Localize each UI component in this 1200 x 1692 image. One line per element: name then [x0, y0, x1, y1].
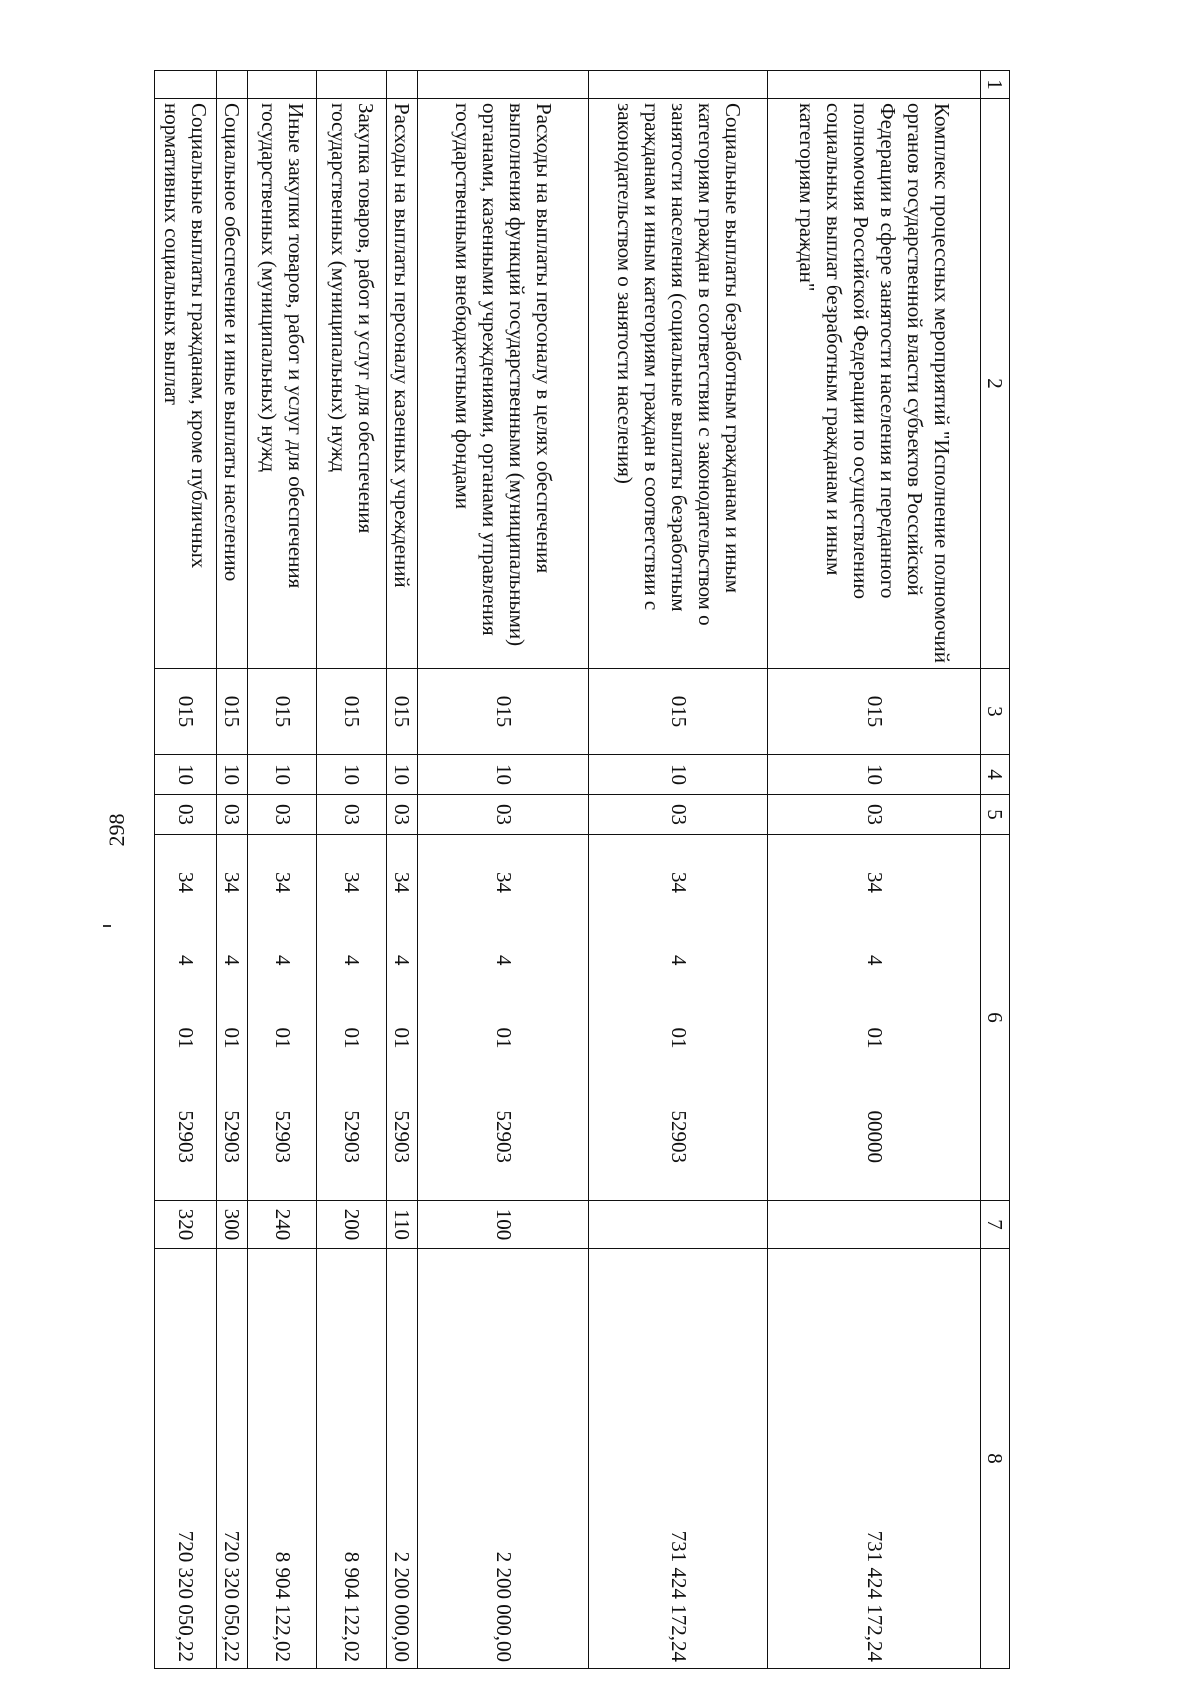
section-code-cell: 10: [216, 755, 247, 795]
expense-type-cell: 320: [155, 1201, 217, 1249]
amount-cell: 8 904 122,02: [247, 1249, 316, 1669]
target-article-part: 01: [340, 1027, 365, 1049]
table-row: [386, 71, 417, 1669]
amount-cell: 8 904 122,02: [317, 1249, 386, 1669]
subsection-code-cell: 03: [768, 795, 981, 835]
target-article-parts: [490, 835, 517, 1200]
table-row: [216, 71, 247, 1669]
section-code-cell: 10: [768, 755, 981, 795]
ministry-code-cell: 015: [216, 669, 247, 755]
target-article-parts: [338, 835, 365, 1200]
expense-type-cell: 110: [386, 1201, 417, 1249]
amount-cell: 731 424 172,24: [589, 1249, 768, 1669]
section-code-cell: 10: [418, 755, 589, 795]
amount-cell: 720 320 050,22: [155, 1249, 217, 1669]
target-article-part: 4: [491, 955, 516, 966]
target-article-cell: [317, 835, 386, 1201]
expense-type-cell: [768, 1201, 981, 1249]
target-article-part: 34: [862, 872, 887, 893]
target-article-part: 4: [390, 955, 415, 966]
target-article-part: 52903: [340, 1110, 365, 1163]
row-number-cell: [216, 71, 247, 99]
target-article-part: 01: [270, 1027, 295, 1049]
expense-type-cell: 100: [418, 1201, 589, 1249]
item-name-cell: Социальные выплаты безработным гражданам и иным категориям граждан в соответствии с законодательством о занятости населения (социальные выплаты безработным гражданам и иным категориям граждан в соответствии с законодательством о занятости населения): [589, 99, 768, 669]
target-article-part: 01: [220, 1027, 245, 1049]
target-article-part: 4: [220, 955, 245, 966]
page-number: 298: [104, 813, 129, 847]
table-body: [155, 71, 981, 1669]
row-number-cell: [589, 71, 768, 99]
target-article-parts: [388, 835, 415, 1200]
target-article-part: 34: [390, 872, 415, 893]
target-article-part: 00000: [862, 1110, 887, 1163]
amount-cell: 720 320 050,22: [216, 1249, 247, 1669]
row-number-cell: [386, 71, 417, 99]
subsection-code-cell: 03: [247, 795, 316, 835]
item-name-cell: Закупка товаров, работ и услуг для обеспечения государственных (муниципальных) нужд: [317, 99, 386, 669]
subsection-code-cell: 03: [216, 795, 247, 835]
expense-type-cell: 240: [247, 1201, 316, 1249]
target-article-part: 34: [666, 872, 691, 893]
ministry-code-cell: 015: [418, 669, 589, 755]
header-row: [981, 71, 1010, 1669]
target-article-cell: [247, 835, 316, 1201]
target-article-part: 34: [173, 872, 198, 893]
rotated-table-container: [154, 70, 1010, 1668]
header-cell: 6: [981, 835, 1010, 1201]
row-number-cell: [155, 71, 217, 99]
target-article-part: 01: [390, 1027, 415, 1049]
target-article-part: 34: [270, 872, 295, 893]
header-cell: 1: [981, 71, 1010, 99]
ministry-code-cell: 015: [386, 669, 417, 755]
item-name-cell: Расходы на выплаты персоналу в целях обеспечения выполнения функций государственными (муниципальными) органами, казенными учреждениями, органами управления государственными внебюджетными фондами: [418, 99, 589, 669]
expense-type-cell: 300: [216, 1201, 247, 1249]
target-article-cell: [386, 835, 417, 1201]
target-article-part: 4: [173, 955, 198, 966]
row-number-cell: [768, 71, 981, 99]
item-name-cell: Социальные выплаты гражданам, кроме публичных нормативных социальных выплат: [155, 99, 217, 669]
row-number-cell: [247, 71, 316, 99]
section-code-cell: 10: [317, 755, 386, 795]
target-article-part: 52903: [666, 1110, 691, 1163]
target-article-part: 52903: [220, 1110, 245, 1163]
target-article-cell: [768, 835, 981, 1201]
target-article-parts: [172, 835, 199, 1200]
target-article-part: 34: [340, 872, 365, 893]
target-article-part: 4: [270, 955, 295, 966]
table-row: [589, 71, 768, 1669]
target-article-part: 34: [491, 872, 516, 893]
target-article-part: 52903: [173, 1110, 198, 1163]
target-article-part: 52903: [491, 1110, 516, 1163]
expense-type-cell: 200: [317, 1201, 386, 1249]
table-row: [155, 71, 217, 1669]
target-article-part: 4: [862, 955, 887, 966]
subsection-code-cell: 03: [386, 795, 417, 835]
row-number-cell: [418, 71, 589, 99]
item-name-cell: Социальное обеспечение и иные выплаты населению: [216, 99, 247, 669]
ministry-code-cell: 015: [589, 669, 768, 755]
expense-type-cell: [589, 1201, 768, 1249]
target-article-part: 34: [220, 872, 245, 893]
target-article-parts: [269, 835, 296, 1200]
amount-cell: 731 424 172,24: [768, 1249, 981, 1669]
target-article-part: 01: [862, 1027, 887, 1049]
header-cell: 2: [981, 99, 1010, 669]
header-cell: 3: [981, 669, 1010, 755]
item-name-cell: Иные закупки товаров, работ и услуг для обеспечения государственных (муниципальных) нужд: [247, 99, 316, 669]
section-code-cell: 10: [386, 755, 417, 795]
table-row: [418, 71, 589, 1669]
amount-cell: 2 200 000,00: [386, 1249, 417, 1669]
budget-table: [154, 70, 1010, 1669]
section-code-cell: 10: [589, 755, 768, 795]
ministry-code-cell: 015: [247, 669, 316, 755]
subsection-code-cell: 03: [317, 795, 386, 835]
section-code-cell: 10: [155, 755, 217, 795]
target-article-cell: [216, 835, 247, 1201]
header-cell: 5: [981, 795, 1010, 835]
row-number-cell: [317, 71, 386, 99]
subsection-code-cell: 03: [155, 795, 217, 835]
ministry-code-cell: 015: [155, 669, 217, 755]
ministry-code-cell: 015: [317, 669, 386, 755]
table-row: [247, 71, 316, 1669]
subsection-code-cell: 03: [418, 795, 589, 835]
header-cell: 8: [981, 1249, 1010, 1669]
target-article-part: 01: [666, 1027, 691, 1049]
target-article-part: 4: [666, 955, 691, 966]
target-article-part: 4: [340, 955, 365, 966]
header-cell: 7: [981, 1201, 1010, 1249]
target-article-part: 52903: [390, 1110, 415, 1163]
target-article-parts: [665, 835, 692, 1200]
table-row: [768, 71, 981, 1669]
item-name-cell: Расходы на выплаты персоналу казенных учреждений: [386, 99, 417, 669]
header-cell: 4: [981, 755, 1010, 795]
target-article-part: 01: [173, 1027, 198, 1049]
target-article-parts: [861, 835, 888, 1200]
section-code-cell: 10: [247, 755, 316, 795]
target-article-part: 01: [491, 1027, 516, 1049]
target-article-cell: [155, 835, 217, 1201]
target-article-part: 52903: [270, 1110, 295, 1163]
amount-cell: 2 200 000,00: [418, 1249, 589, 1669]
subsection-code-cell: 03: [589, 795, 768, 835]
target-article-cell: [589, 835, 768, 1201]
target-article-parts: [218, 835, 245, 1200]
ministry-code-cell: 015: [768, 669, 981, 755]
item-name-cell: Комплекс процессных мероприятий "Исполнение полномочий органов государственной власти субъектов Российской Федерации в сфере занятости населения и переданного полномочия Российской Федерации по осуществлению социальных выплат безработным гражданам и иным категориям граждан": [768, 99, 981, 669]
target-article-cell: [418, 835, 589, 1201]
table-row: [317, 71, 386, 1669]
page-mark: [103, 925, 111, 927]
